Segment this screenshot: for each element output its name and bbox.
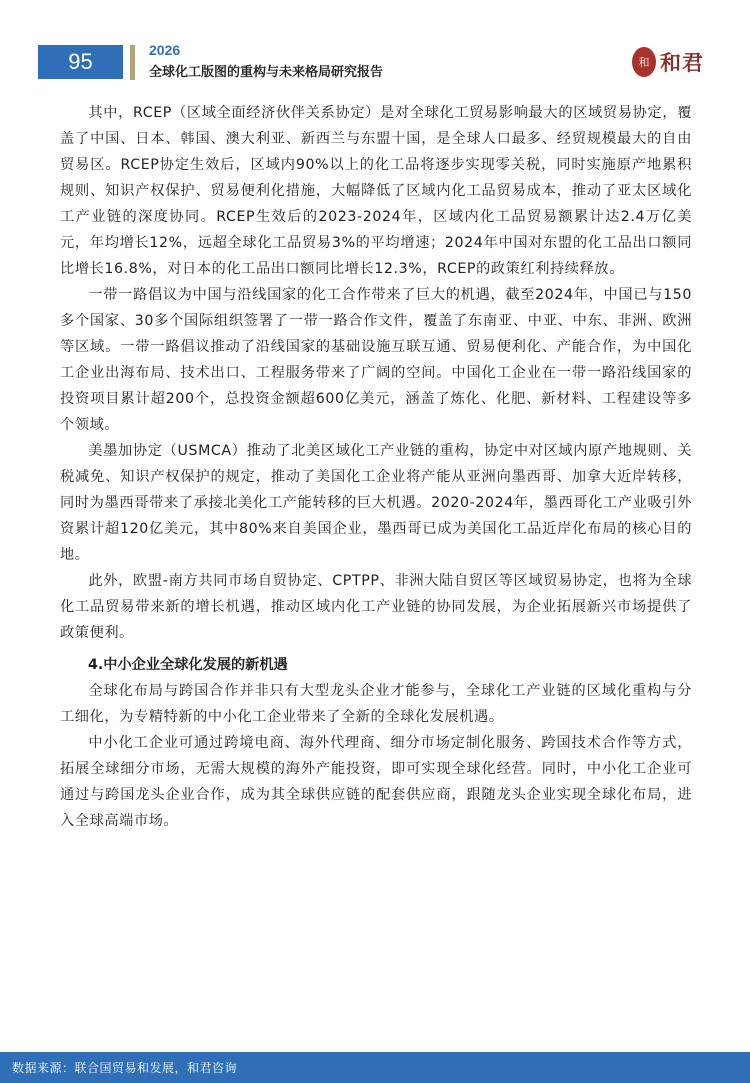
page-number: 95 [38, 45, 123, 79]
report-year: 2026 [149, 42, 181, 58]
header-divider [130, 45, 135, 80]
paragraph-rcep: 其中，RCEP（区域全面经济伙伴关系协定）是对全球化工贸易影响最大的区域贸易协定，覆盖了中国、日本、韩国、澳大利亚、新西兰与东盟十国，是全球人口最多、经贸规模最大的自由贸易区。RCEP协定生效后，区域内90%以上的化工品将逐步实现零关税，同时实施原产地累积规则、知识产权保护、贸易便利化措施，大幅降低了区域内化工品贸易成本，推动了亚太区域化工产业链的深度协同。RCEP生效后的2023-2024年，区域内化工品贸易额累计达2.4万亿美元，年均增长12%，远超全球化工品贸易3%的平均增速；2024年中国对东盟的化工品出口额同比增长16.8%，对日本的化工品出口额同比增长12.3%，RCEP的政策红利持续释放。 [60, 105, 692, 277]
main-content [60, 100, 692, 834]
footer-bar [0, 1052, 750, 1083]
paragraph-other-agreements: 此外，欧盟-南方共同市场自贸协定、CPTPP、非洲大陆自贸区等区域贸易协定，也将为全球化工品贸易带来新的增长机遇，推动区域内化工产业链的协同发展，为企业拓展新兴市场提供了政策便利。 [60, 573, 692, 641]
paragraph-usmca: 美墨加协定（USMCA）推动了北美区域化工产业链的重构，协定中对区域内原产地规则、关税减免、知识产权保护的规定，推动了美国化工企业将产能从亚洲向墨西哥、加拿大近岸转移，同时为墨西哥带来了承接北美化工产能转移的巨大机遇。2020-2024年，墨西哥化工产业吸引外资累计超120亿美元，其中80%来自美国企业，墨西哥已成为美国化工品近岸化布局的核心目的地。 [60, 443, 692, 563]
section-heading: 4.中小企业全球化发展的新机遇 [88, 657, 288, 673]
paragraph-sme-strategy: 中小化工企业可通过跨境电商、海外代理商、细分市场定制化服务、跨国技术合作等方式，拓展全球细分市场，无需大规模的海外产能投资，即可实现全球化经营。同时，中小化工企业可通过与跨国龙头企业合作，成为其全球供应链的配套供应商，跟随龙头企业实现全球化布局，进入全球高端市场。 [60, 735, 692, 829]
company-logo [632, 44, 722, 80]
logo-seal-icon: 和 [632, 47, 656, 77]
paragraph-belt-and-road: 一带一路倡议为中国与沿线国家的化工合作带来了巨大的机遇，截至2024年，中国已与150多个国家、30多个国际组织签署了一带一路合作文件，覆盖了东南亚、中亚、中东、非洲、欧洲等区域。一带一路倡议推动了沿线国家的基础设施互联互通、贸易便利化、产能合作，为中国化工企业出海布局、技术出口、工程服务带来了广阔的空间。中国化工企业在一带一路沿线国家的投资项目累计超200个，总投资金额超600亿美元，涵盖了炼化、化肥、新材料、工程建设等多个领域。 [60, 287, 692, 433]
data-source: 数据来源：联合国贸易和发展，和君咨询 [12, 1061, 238, 1075]
paragraph-sme-intro: 全球化布局与跨国合作并非只有大型龙头企业才能参与，全球化工产业链的区域化重构与分工细化，为专精特新的中小化工企业带来了全新的全球化发展机遇。 [60, 683, 692, 725]
logo-text: 和君 [660, 50, 704, 75]
report-title: 全球化工版图的重构与未来格局研究报告 [149, 65, 384, 80]
